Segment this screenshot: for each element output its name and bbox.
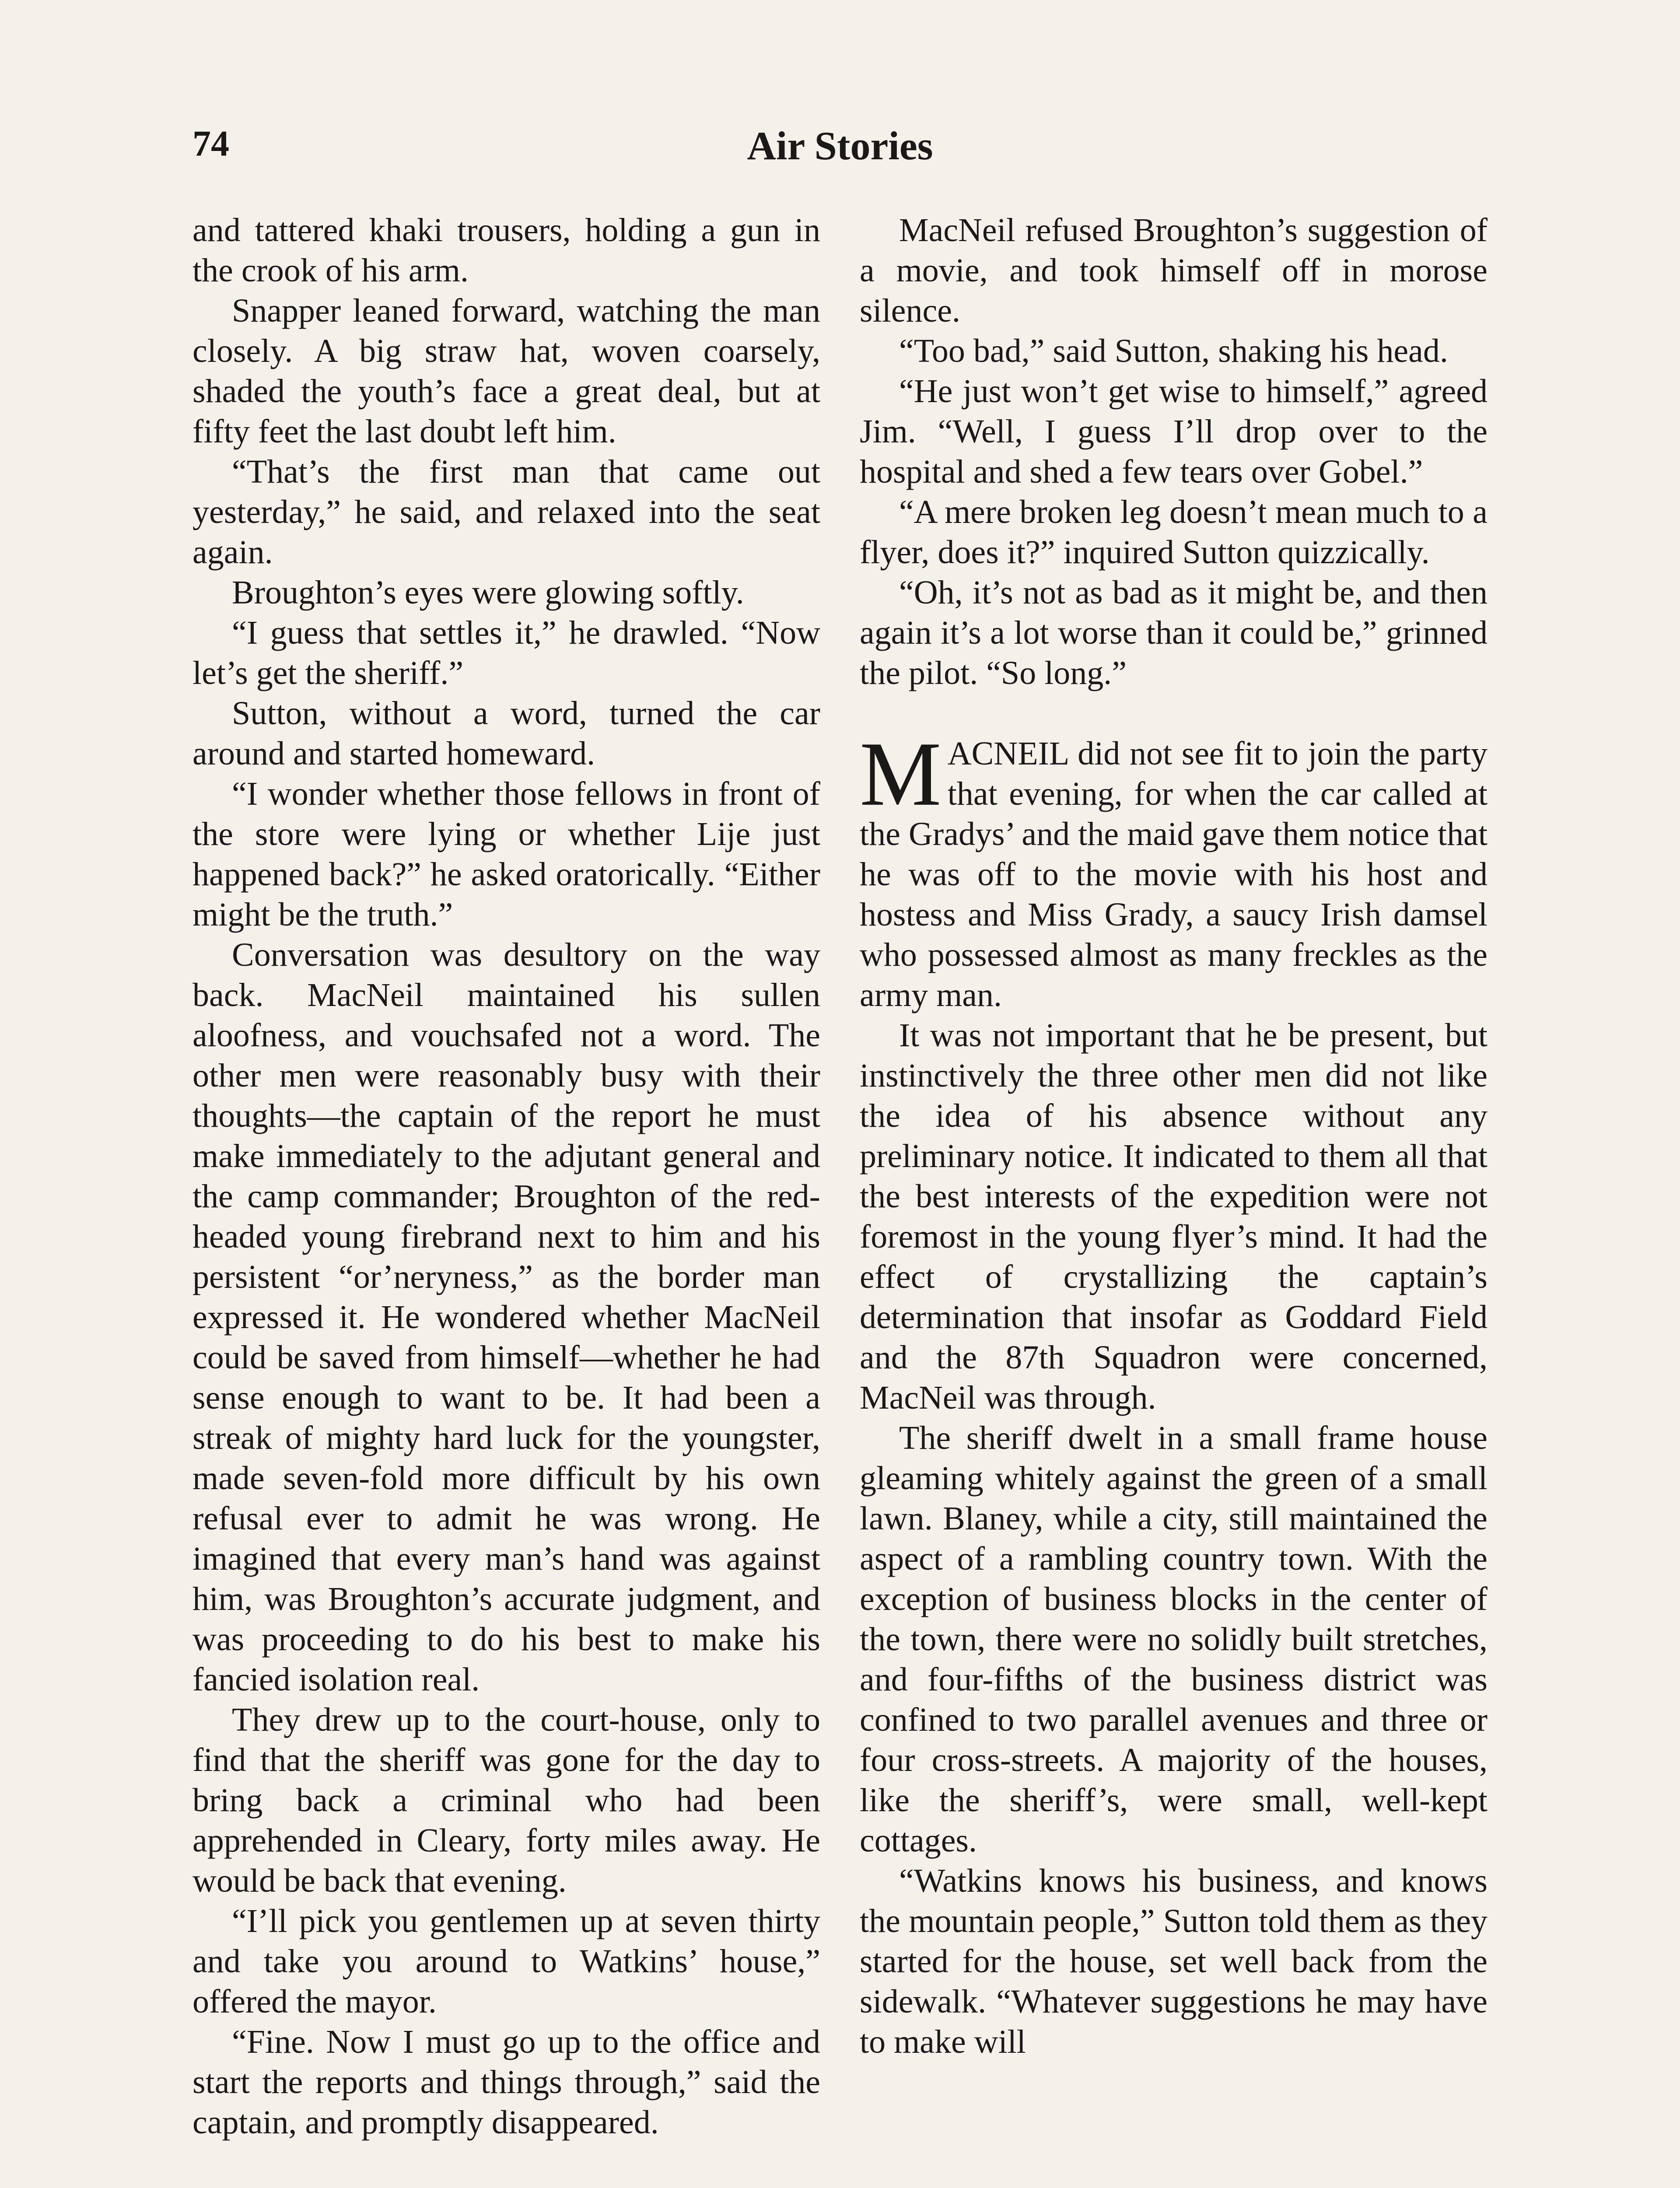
paragraph: and tattered khaki trousers, holding a gun in the crook of his arm. bbox=[192, 212, 820, 289]
right-column bbox=[860, 210, 1488, 2062]
paragraph: The sheriff dwelt in a small frame house gleaming whitely against the green of a small lawn. Blaney, while a city, still maintained the aspect of a rambling country town. With the exception of business blocks in the center of the town, there were no solidly built stretches, and four-fifths of the business district was confined to two parallel avenues and three or four cross-streets. A majority of the houses, like the sheriff’s, were small, well-kept cottages. bbox=[860, 1420, 1488, 1859]
section-opening-text: ACNEIL did not see fit to join the party that evening, for when the car called at the Gradys’ and the maid gave them notice that he was off to the movie with his host and hostess and Miss Grady, a saucy Irish damsel who possessed almost as many freckles as the army man. bbox=[860, 735, 1488, 1013]
paragraph: “I’ll pick you gentlemen up at seven thirty and take you around to Watkins’ house,” offered the mayor. bbox=[192, 1903, 820, 2020]
paragraph: “Oh, it’s not as bad as it might be, and then again it’s a lot worse than it could be,” grinned the pilot. “So long.” bbox=[860, 574, 1488, 691]
drop-cap: M bbox=[860, 723, 942, 825]
paragraph: It was not important that he be present, but instinctively the three other men did not like the idea of his absence without any preliminary notice. It indicated to them all that the best interests of the expedition were not foremost in the young flyer’s mind. It had the effect of crystallizing the captain’s determination that insofar as Goddard Field and the 87th Squadron were concerned, MacNeil was through. bbox=[860, 1017, 1488, 1416]
running-head: Air Stories bbox=[747, 123, 933, 168]
paragraph: “That’s the first man that came out yesterday,” he said, and relaxed into the seat again. bbox=[192, 453, 820, 571]
paragraph: “I wonder whether those fellows in front of the store were lying or whether Lije just happened back?” he asked oratorically. “Either might be the truth.” bbox=[192, 775, 820, 933]
paragraph: MacNeil refused Broughton’s suggestion of a movie, and took himself off in morose silence. bbox=[860, 212, 1488, 329]
left-column bbox=[192, 210, 820, 2142]
paragraph: Conversation was desultory on the way back. MacNeil maintained his sullen aloofness, and vouchsafed not a word. The other men were reasonably busy with their thoughts—the captain of the report he must make immediately to the adjutant general and the camp commander; Broughton of the red-headed young firebrand next to him and his persistent “or’neryness,” as the border man expressed it. He wondered whether MacNeil could be saved from himself—whether he had sense enough to want to be. It had been a streak of mighty hard luck for the youngster, made seven-fold more difficult by his own refusal ever to admit he was wrong. He imagined that every man’s hand was against him, was Broughton’s accurate judgment, and was proceeding to do his best to make his fancied isolation real. bbox=[192, 936, 820, 1698]
paragraph: “He just won’t get wise to himself,” agreed Jim. “Well, I guess I’ll drop over to the hospital and shed a few tears over Gobel.” bbox=[860, 373, 1488, 490]
paragraph: Sutton, without a word, turned the car around and started homeward. bbox=[192, 695, 820, 772]
paragraph: “Fine. Now I must go up to the office and start the reports and things through,” said the captain, and promptly disappeared. bbox=[192, 2023, 820, 2141]
page-number: 74 bbox=[192, 123, 229, 164]
paragraph: “A mere broken leg doesn’t mean much to a flyer, does it?” inquired Sutton quizzically. bbox=[860, 494, 1488, 571]
paragraph: They drew up to the court-house, only to find that the sheriff was gone for the day to bring back a criminal who had been apprehended in Cleary, forty miles away. He would be back that evening. bbox=[192, 1701, 820, 1899]
section-opening-paragraph bbox=[860, 723, 1488, 1015]
paragraph: “Too bad,” said Sutton, shaking his head. bbox=[899, 333, 1448, 369]
paragraph: “Watkins knows his business, and knows the mountain people,” Sutton told them as they started for the house, set well back from the sidewalk. “Whatever suggestions he may have to make will bbox=[860, 1862, 1488, 2060]
paragraph: Broughton’s eyes were glowing softly. bbox=[232, 574, 744, 611]
paragraph: “I guess that settles it,” he drawled. “Now let’s get the sheriff.” bbox=[192, 614, 820, 691]
paragraph: Snapper leaned forward, watching the man closely. A big straw hat, woven coarsely, shaded the youth’s face a great deal, but at fifty feet the last doubt left him. bbox=[192, 292, 820, 450]
